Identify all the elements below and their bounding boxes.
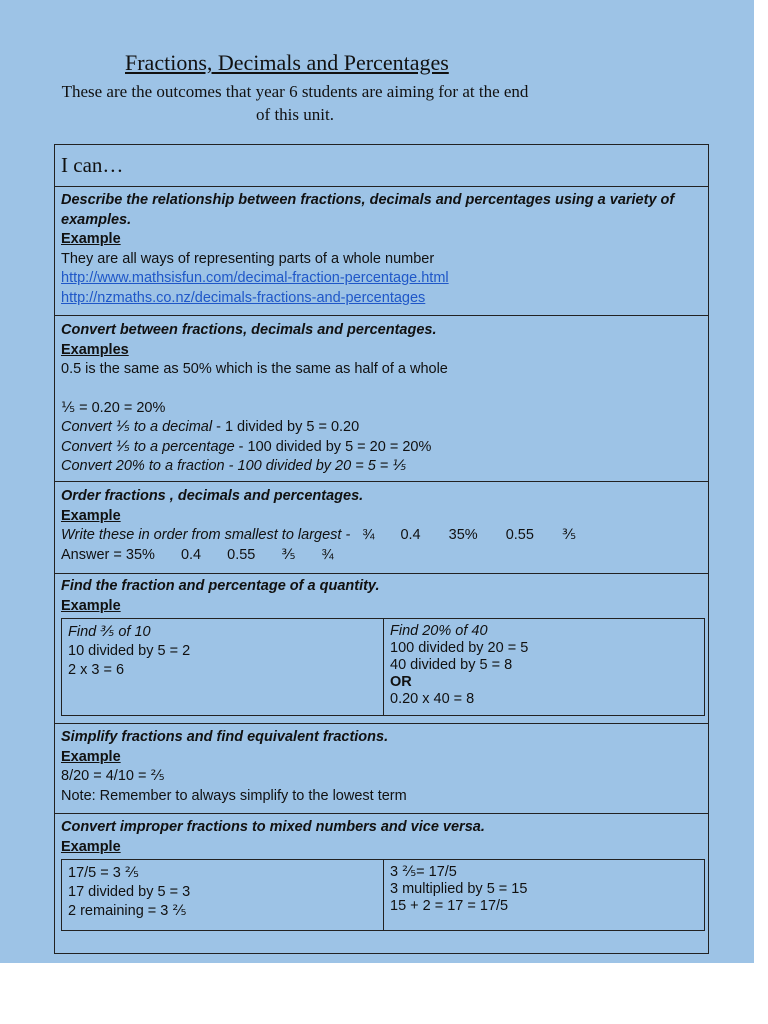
order-answer: Answer = 35% 0.4 0.55 ⅗ ¾ xyxy=(61,546,334,563)
cell-line: 40 divided by 5 = 8 xyxy=(390,657,513,673)
cell-line: Find 20% of 40 xyxy=(390,623,488,639)
table-header: I can… xyxy=(61,153,124,177)
cell-line: 2 x 3 = 6 xyxy=(68,662,125,678)
cell-line: Find ⅗ of 10 xyxy=(68,624,151,640)
page-subtitle: These are the outcomes that year 6 students are aiming for at the end of this unit. xyxy=(61,82,529,124)
section-heading: Find the fraction and percentage of a quantity. xyxy=(61,578,380,594)
section-heading: Simplify fractions and find equivalent fractions. xyxy=(61,729,389,745)
example-line: 0.5 is the same as 50% which is the same as half of a whole xyxy=(61,361,448,377)
example-label: Example xyxy=(61,838,121,855)
cell-line: 3 ⅖= 17/5 xyxy=(390,864,457,880)
cell-line: 17/5 = 3 ⅖ xyxy=(68,865,139,881)
page-title: Fractions, Decimals and Percentages xyxy=(125,50,449,75)
mathsisfun-link[interactable]: http://www.mathsisfun.com/decimal-fraction-percentage.html xyxy=(61,270,449,286)
cell-line: 2 remaining = 3 ⅖ xyxy=(68,903,187,919)
example-label: Examples xyxy=(61,341,129,358)
row-divider xyxy=(55,723,708,724)
example-line: 8/20 = 4/10 = ⅖ xyxy=(61,768,165,784)
example-line: Convert 20% to a fraction - 100 divided by 20 = 5 = ⅕ xyxy=(61,458,407,474)
cell-line: OR xyxy=(390,674,412,690)
section-heading: Convert between fractions, decimals and percentages. xyxy=(61,322,437,338)
section-heading: Describe the relationship between fractions, decimals and percentages using a variety of examples. xyxy=(61,192,675,228)
cell-line: 10 divided by 5 = 2 xyxy=(68,643,191,659)
cell-line: 100 divided by 20 = 5 xyxy=(390,640,529,656)
example-line: ⅕ = 0.20 = 20% xyxy=(61,399,166,416)
cell-line: 0.20 x 40 = 8 xyxy=(390,691,475,707)
cell-line: 15 + 2 = 17 = 17/5 xyxy=(390,898,509,914)
column-divider xyxy=(383,619,384,715)
cell-line: 17 divided by 5 = 3 xyxy=(68,884,191,900)
row-divider xyxy=(55,481,708,482)
example-line: Note: Remember to always simplify to the lowest term xyxy=(61,787,407,804)
order-question: Write these in order from smallest to largest - ¾ 0.4 35% 0.55 ⅗ xyxy=(61,527,577,543)
outcomes-table xyxy=(54,144,709,954)
section-order xyxy=(61,487,702,565)
section-convert xyxy=(61,321,702,477)
quantity-example-table xyxy=(61,618,705,716)
row-divider xyxy=(55,186,708,187)
row-divider xyxy=(55,315,708,316)
fraction-of-quantity-cell xyxy=(68,623,190,680)
row-divider xyxy=(55,573,708,574)
nzmaths-link[interactable]: http://nzmaths.co.nz/decimals-fractions-and-percentages xyxy=(61,289,426,306)
example-label: Example xyxy=(61,507,121,524)
example-line: Convert ⅕ to a percentage - 100 divided by 5 = 20 = 20% xyxy=(61,438,432,455)
cell-line: 3 multiplied by 5 = 15 xyxy=(390,881,528,897)
section-text: They are all ways of representing parts of a whole number xyxy=(61,250,435,267)
improper-example-table xyxy=(61,859,705,931)
column-divider xyxy=(383,860,384,930)
percentage-of-quantity-cell xyxy=(390,623,528,708)
example-label: Example xyxy=(61,597,121,614)
example-line: Convert ⅕ to a decimal - 1 divided by 5 = 0.20 xyxy=(61,419,360,435)
section-quantity xyxy=(61,577,702,616)
section-relationship xyxy=(61,191,702,308)
improper-to-mixed-cell xyxy=(68,864,190,921)
section-heading: Order fractions , decimals and percentages. xyxy=(61,488,364,504)
section-simplify xyxy=(61,728,702,806)
section-improper-fractions xyxy=(61,818,702,857)
row-divider xyxy=(55,813,708,814)
example-label: Example xyxy=(61,748,121,765)
mixed-to-improper-cell xyxy=(390,864,527,915)
section-heading: Convert improper fractions to mixed numbers and vice versa. xyxy=(61,819,485,835)
example-label: Example xyxy=(61,231,121,247)
